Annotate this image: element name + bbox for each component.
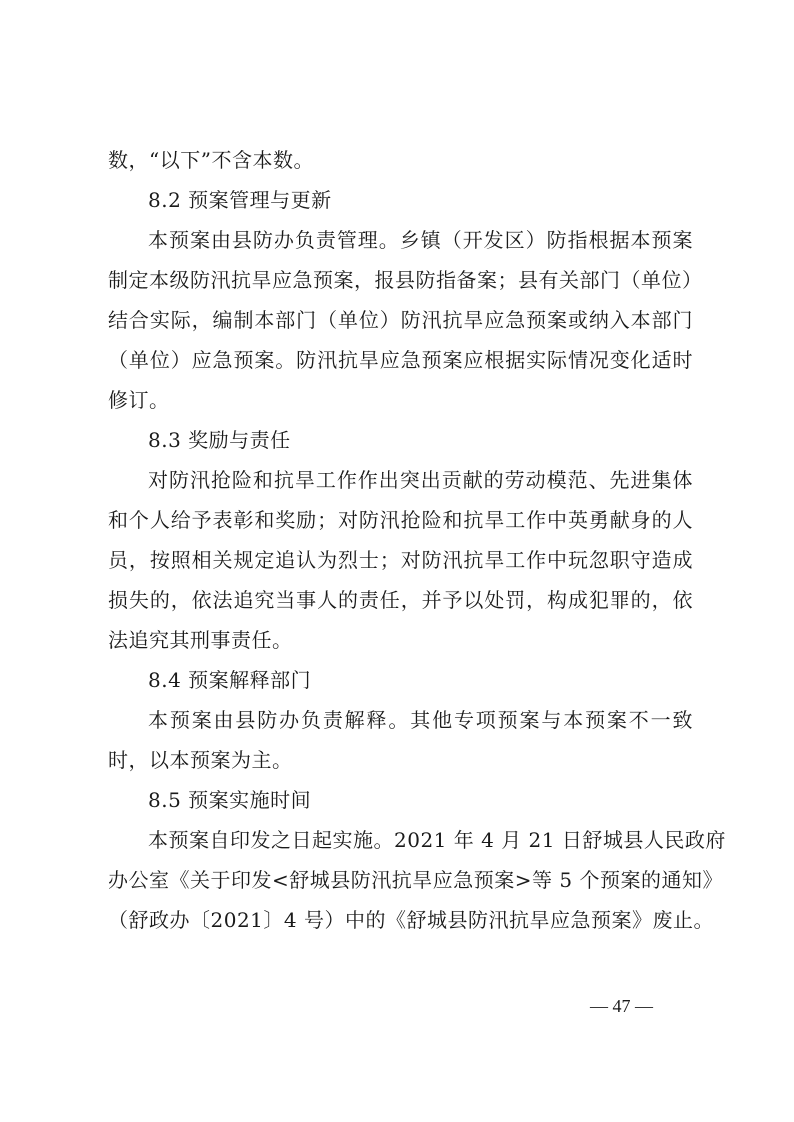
section-heading: 8.5 预案实施时间 [148, 788, 312, 812]
paragraph-line: 损失的，依法追究当事人的责任，并予以处罚，构成犯罪的，依 [108, 588, 693, 612]
page-number: — 47 — [590, 996, 653, 1016]
paragraph-line: 时，以本预案为主。 [108, 748, 293, 772]
paragraph-line: 对防汛抢险和抗旱工作作出突出贡献的劳动模范、先进集体 [148, 468, 693, 492]
paragraph-line: 本预案由县防办负责管理。乡镇（开发区）防指根据本预案 [148, 228, 693, 252]
paragraph-line: 修订。 [108, 388, 170, 412]
paragraph-line: （单位）应急预案。防汛抗旱应急预案应根据实际情况变化适时 [108, 348, 693, 372]
section-heading: 8.3 奖励与责任 [148, 428, 291, 452]
paragraph-line: 法追究其刑事责任。 [108, 628, 293, 652]
paragraph-line: 结合实际，编制本部门（单位）防汛抗旱应急预案或纳入本部门 [108, 308, 693, 332]
paragraph-line: 员，按照相关规定追认为烈士；对防汛抗旱工作中玩忽职守造成 [108, 548, 693, 572]
paragraph-line: （舒政办〔2021〕4 号）中的《舒城县防汛抗旱应急预案》废止。 [108, 908, 714, 932]
paragraph-line: 制定本级防汛抗旱应急预案，报县防指备案；县有关部门（单位） [108, 268, 703, 292]
paragraph-line: 数，“以下”不含本数。 [108, 148, 314, 172]
paragraph-line: 本预案由县防办负责解释。其他专项预案与本预案不一致 [148, 708, 693, 732]
section-heading: 8.4 预案解释部门 [148, 668, 312, 692]
paragraph-line: 办公室《关于印发<舒城县防汛抗旱应急预案>等 5 个预案的通知》 [108, 868, 723, 892]
paragraph-line: 本预案自印发之日起实施。2021 年 4 月 21 日舒城县人民政府 [148, 828, 726, 852]
document-body [108, 140, 726, 940]
paragraph-line: 和个人给予表彰和奖励；对防汛抢险和抗旱工作中英勇献身的人 [108, 508, 693, 532]
section-heading: 8.2 预案管理与更新 [148, 188, 332, 212]
